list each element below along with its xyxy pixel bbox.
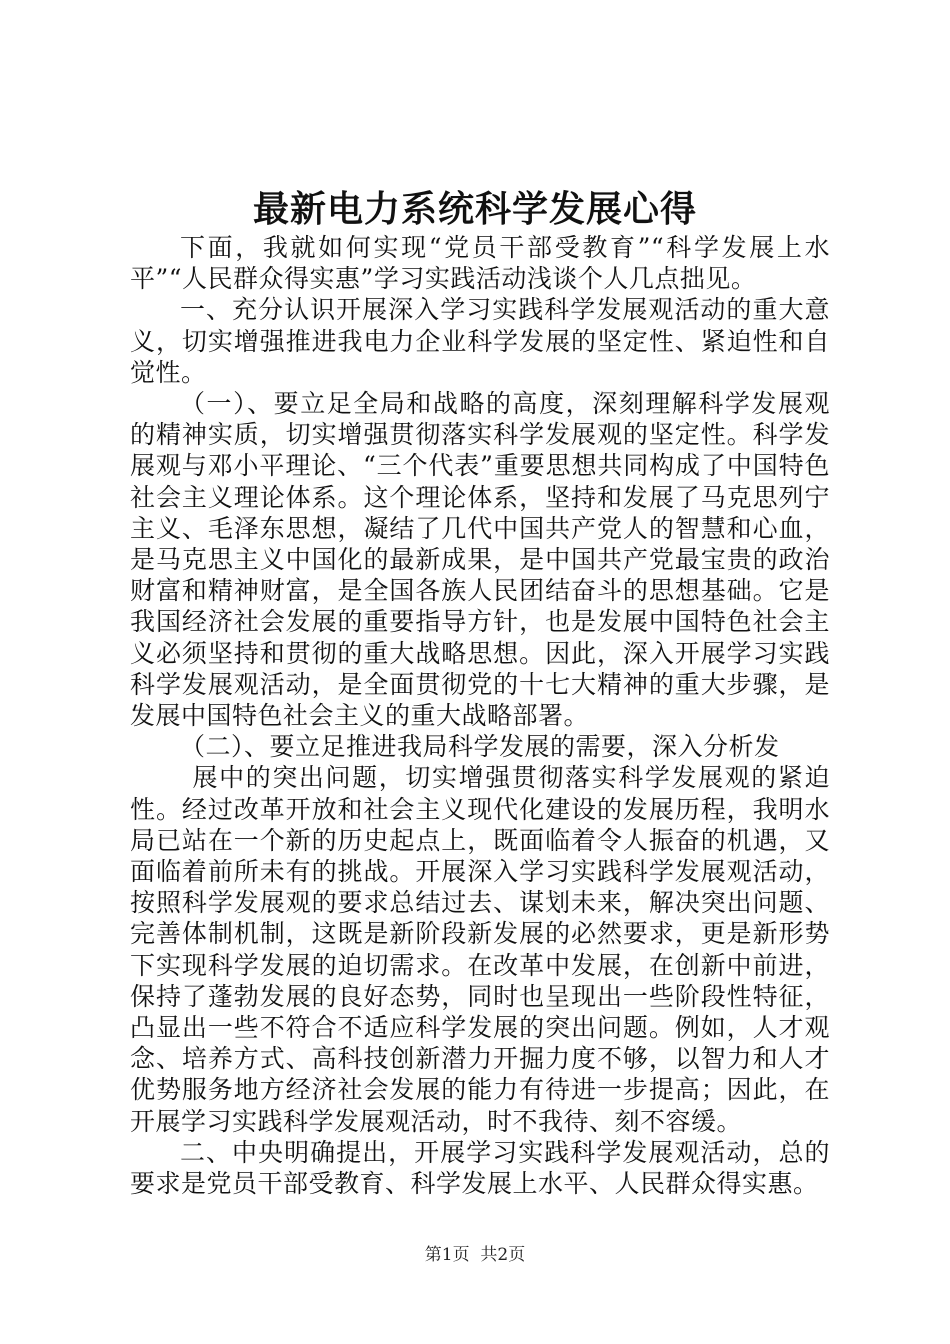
paragraph-section-1: 一、充分认识开展深入学习实践科学发展观活动的重大意义，切实增强推进我电力企业科学发展的坚定性、紧迫性和自觉性。 xyxy=(130,295,830,387)
paragraph-subsection-1: （一）、要立足全局和战略的高度，深刻理解科学发展观的精神实质，切实增强贯彻落实科学发展观的坚定性。科学发展观与邓小平理论、“三个代表”重要思想共同构成了中国特色社会主义理论体系。这个理论体系，坚持和发展了马克思列宁主义、毛泽东思想，凝结了几代中国共产党人的智慧和心血，是马克思主义中国化的最新成果，是中国共产党最宝贵的政治财富和精神财富，是全国各族人民团结奋斗的思想基础。它是我国经济社会发展的重要指导方针，也是发展中国特色社会主义必须坚持和贯彻的重大战略思想。因此，深入开展学习实践科学发展观活动，是全面贯彻党的十七大精神的重大步骤，是发展中国特色社会主义的重大战略部署。 xyxy=(130,389,830,731)
page-total: 共2页 xyxy=(480,1245,526,1265)
paragraph-section-2: 二、中央明确提出，开展学习实践科学发展观活动，总的要求是党员干部受教育、科学发展上水平、人民群众得实惠。 xyxy=(130,1137,830,1199)
document-body xyxy=(130,232,830,1199)
page-footer xyxy=(0,1244,950,1266)
page-number: 第1页 xyxy=(424,1245,470,1265)
paragraph-intro: 下面，我就如何实现“党员干部受教育”“科学发展上水平”“人民群众得实惠”学习实践活动浅谈个人几点拙见。 xyxy=(130,233,830,294)
paragraph-subsection-2-body: 展中的突出问题，切实增强贯彻落实科学发展观的紧迫性。经过改革开放和社会主义现代化建设的发展历程，我明水局已站在一个新的历史起点上，既面临着令人振奋的机遇，又面临着前所未有的挑战。开展深入学习实践科学发展观活动，按照科学发展观的要求总结过去、谋划未来，解决突出问题、完善体制机制，这既是新阶段新发展的必然要求，更是新形势下实现科学发展的迫切需求。在改革中发展，在创新中前进，保持了蓬勃发展的良好态势，同时也呈现出一些阶段性特征，凸显出一些不符合不适应科学发展的突出问题。例如，人才观念、培养方式、高科技创新潜力开掘力度不够，以智力和人才优势服务地方经济社会发展的能力有待进一步提高；因此，在开展学习实践科学发展观活动，时不我待、刻不容缓。 xyxy=(130,763,830,1136)
paragraph-subsection-2-heading: （二）、要立足推进我局科学发展的需要，深入分析发 xyxy=(180,732,780,762)
document-title: 最新电力系统科学发展心得 xyxy=(252,189,697,230)
